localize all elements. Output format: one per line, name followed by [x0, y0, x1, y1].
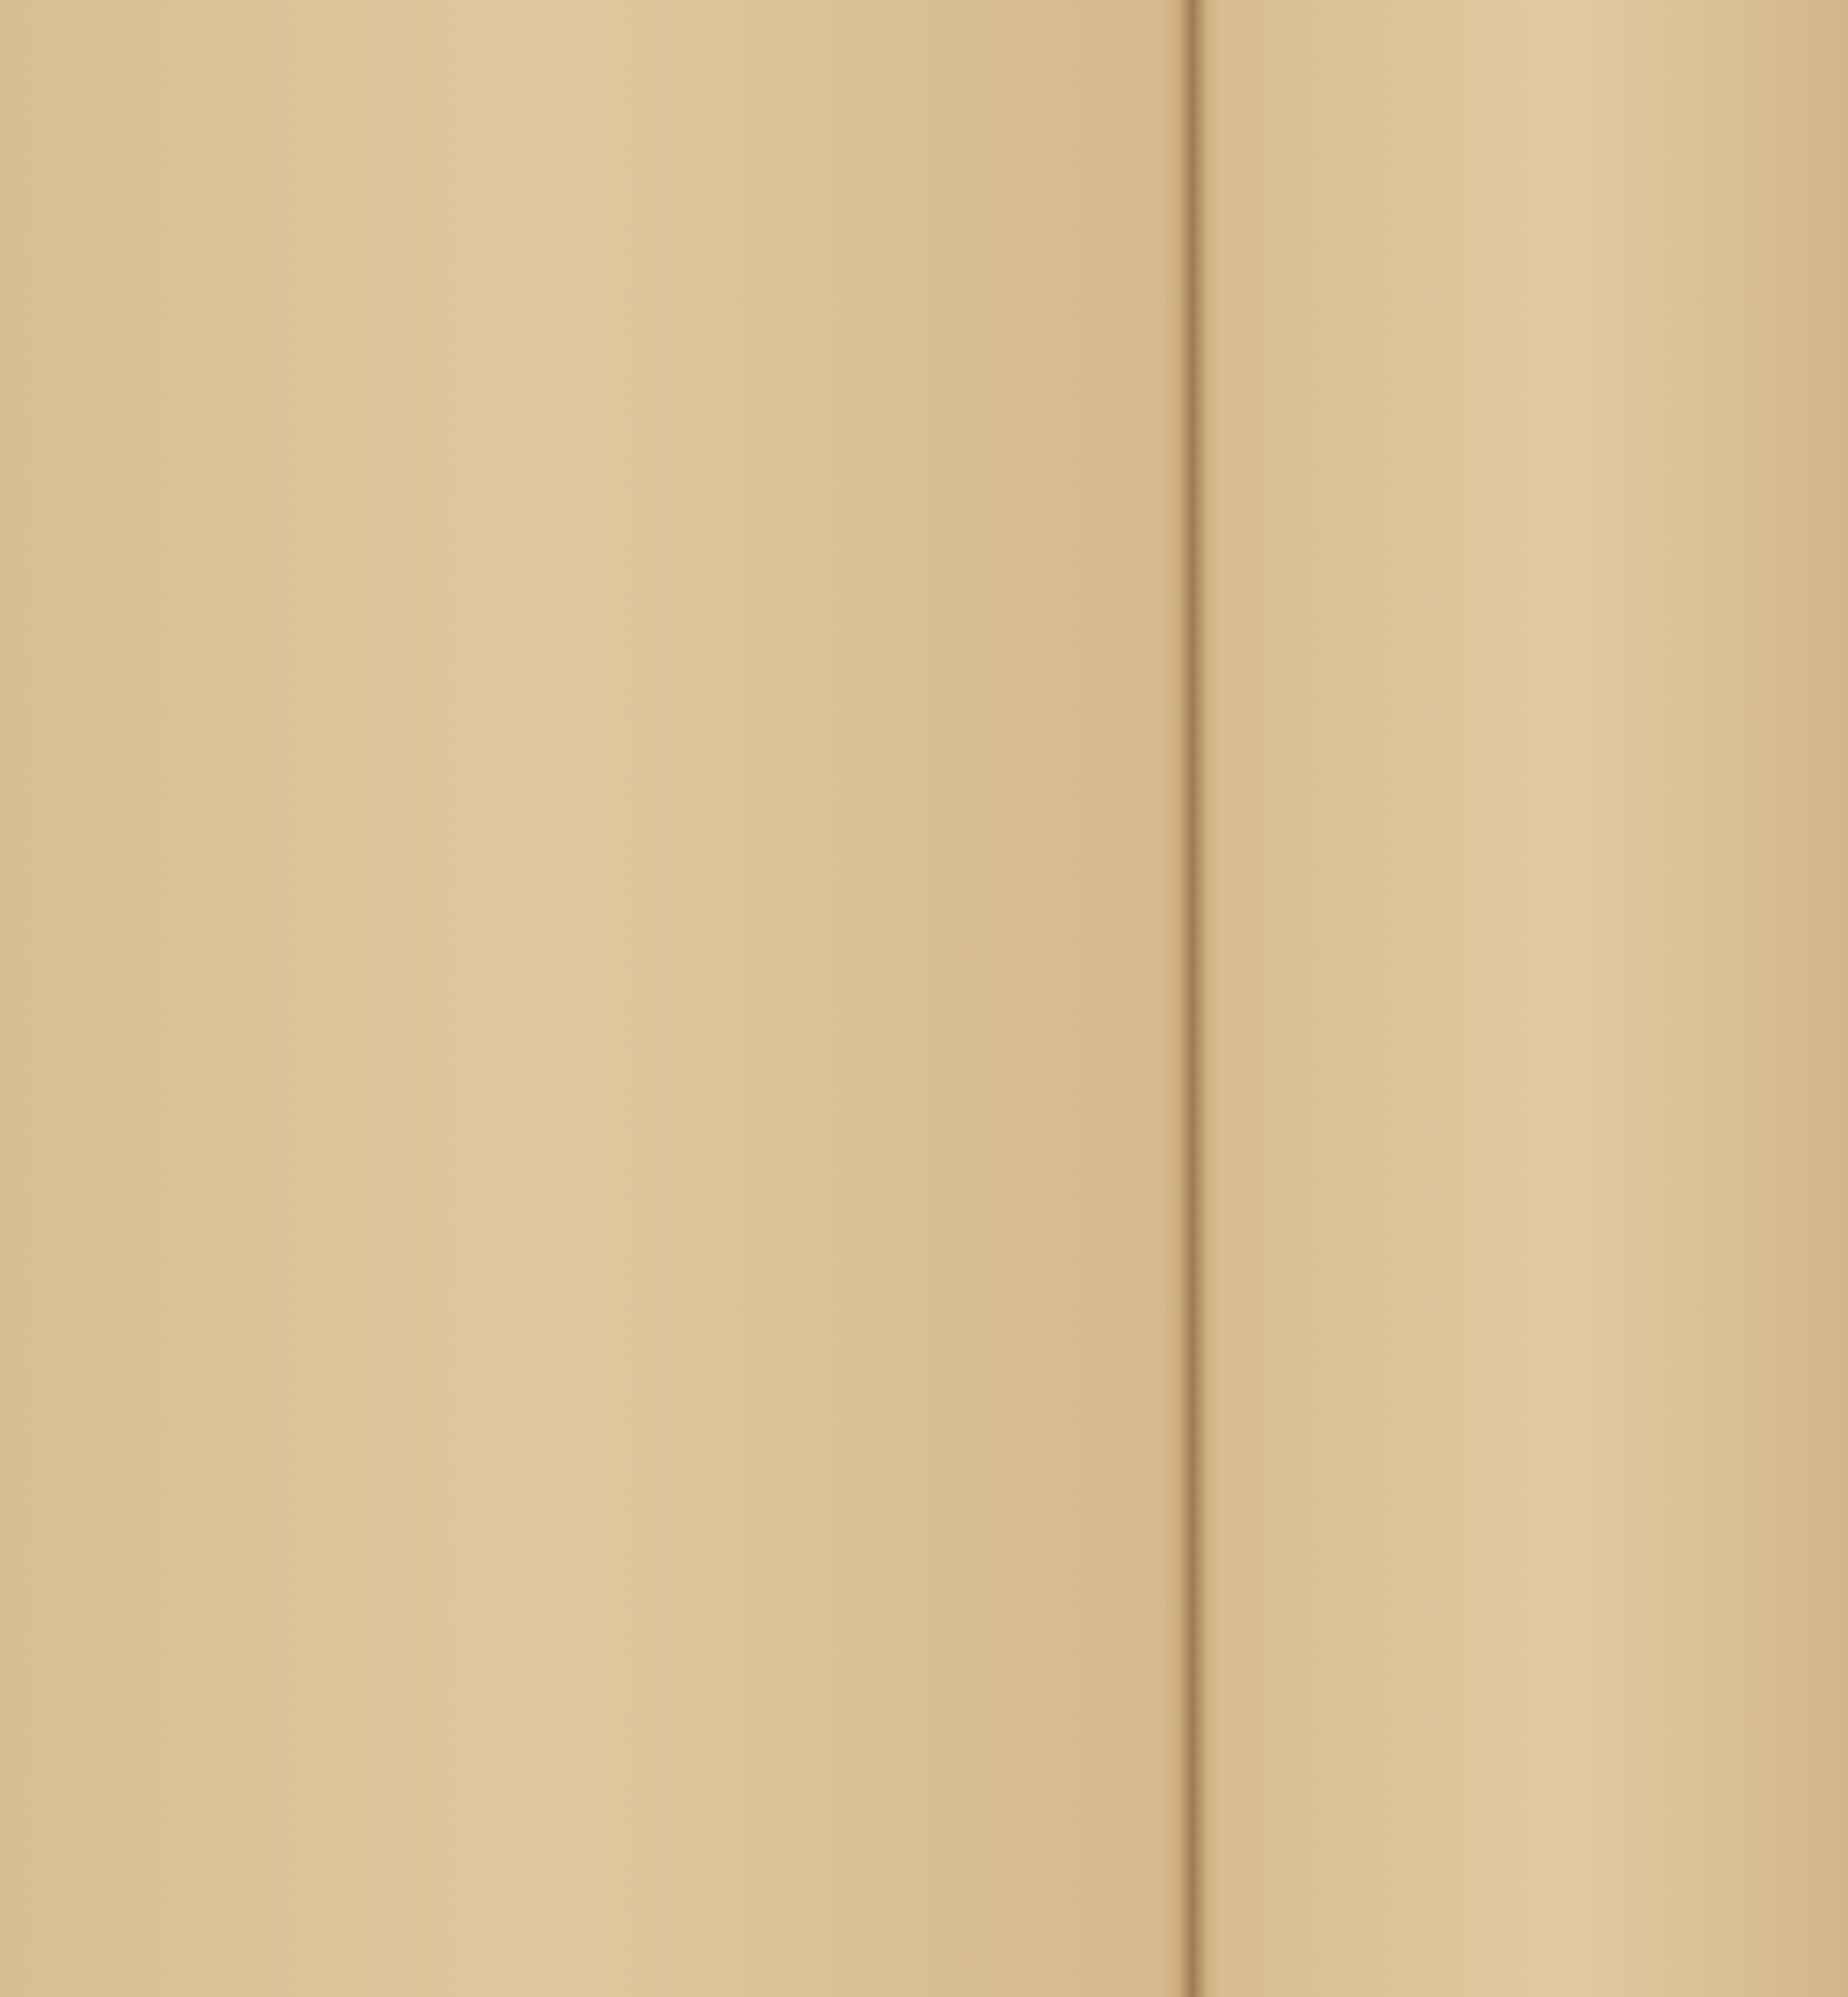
header-maengel	[1637, 135, 1777, 443]
subheader-ledig	[745, 449, 768, 533]
header-ordnungsnummer	[85, 243, 127, 421]
header-aufenthalt	[1375, 140, 1623, 430]
subheader-verwittwet	[799, 449, 822, 533]
subheader-weiblich	[531, 449, 559, 533]
header-familienstand	[748, 135, 1001, 434]
subheader-bloedsinnig	[1708, 449, 1735, 538]
subheader-handelsreisende	[1369, 458, 1397, 543]
subheader-blind	[1640, 449, 1667, 538]
subheader-maennlich	[498, 449, 526, 533]
header-name	[140, 135, 486, 434]
header-beruf	[1010, 159, 1183, 533]
subheader-geschieden	[826, 449, 849, 533]
subheader-irrsinnig	[1742, 449, 1769, 538]
subheader-reisender	[1403, 458, 1431, 543]
subheader-taubstumm	[1674, 449, 1702, 538]
subheader-verheirathet	[772, 449, 795, 533]
subheader-preussisch	[1181, 449, 1210, 538]
header-religion	[648, 135, 742, 537]
subheader-uebrige	[1588, 449, 1616, 538]
header-staat	[1188, 159, 1370, 449]
header-geschlecht	[497, 135, 567, 434]
header-alter	[573, 135, 643, 537]
